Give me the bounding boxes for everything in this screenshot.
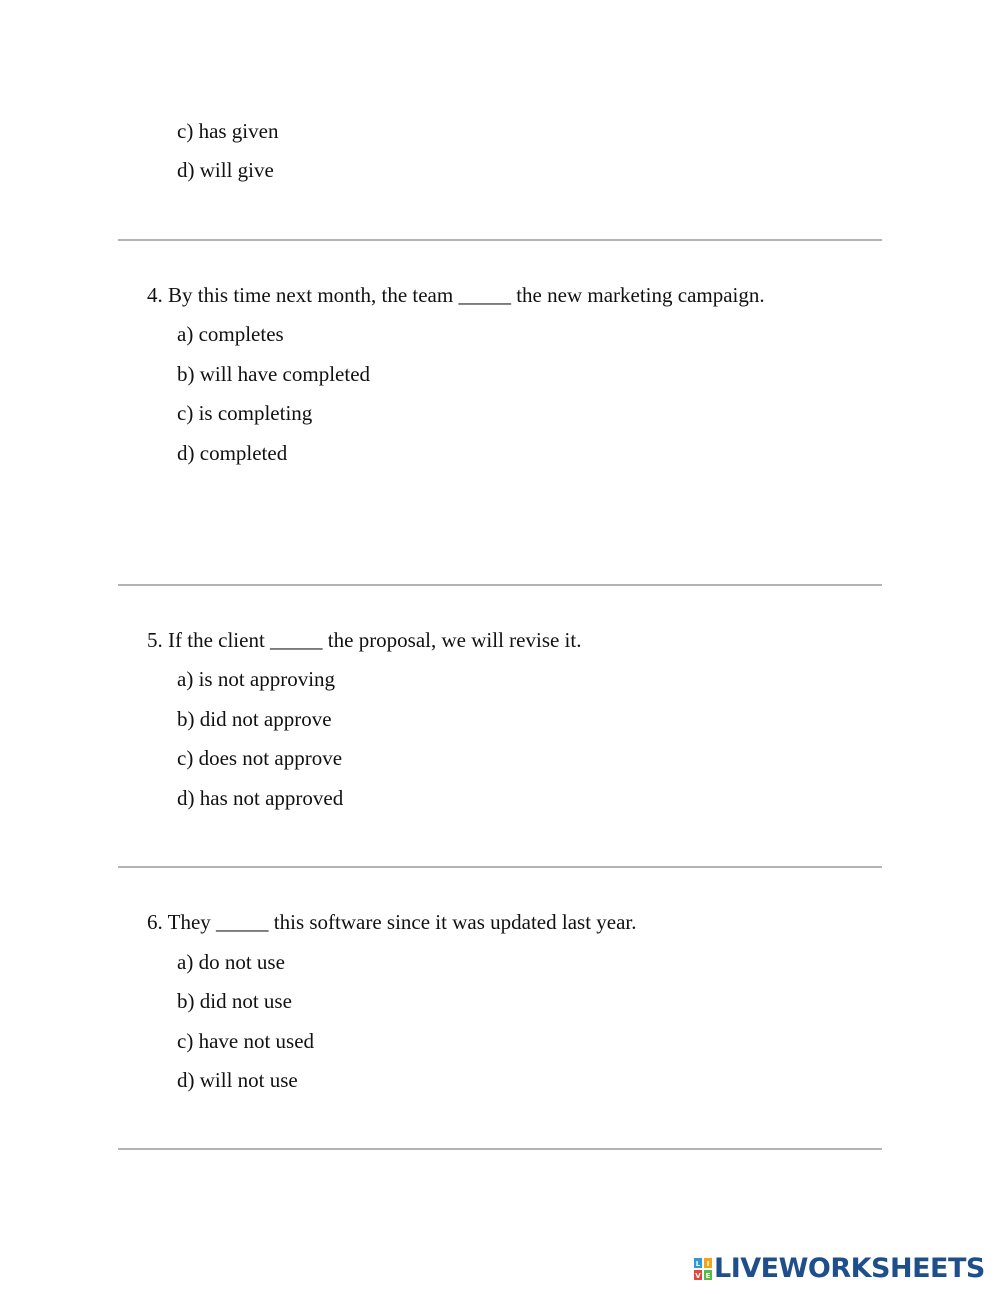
q6-option-d[interactable]: d) will not use bbox=[177, 1068, 298, 1092]
divider bbox=[118, 239, 882, 241]
q4-option-c[interactable]: c) is completing bbox=[177, 401, 313, 425]
svg-text:V: V bbox=[695, 1272, 701, 1280]
q4-question: 4. By this time next month, the team _____ the new marketing campaign. bbox=[147, 283, 765, 307]
q3-option-d[interactable]: d) will give bbox=[177, 158, 274, 182]
q4-option-b[interactable]: b) will have completed bbox=[177, 362, 371, 386]
q6-option-a[interactable]: a) do not use bbox=[177, 950, 285, 974]
svg-text:I: I bbox=[706, 1260, 710, 1268]
q4-option-d[interactable]: d) completed bbox=[177, 441, 288, 465]
divider bbox=[118, 1148, 882, 1150]
logo-text: LIVEWORKSHEETS bbox=[714, 1253, 985, 1284]
q5-option-d[interactable]: d) has not approved bbox=[177, 786, 344, 810]
svg-text:L: L bbox=[695, 1260, 701, 1268]
q5-option-a[interactable]: a) is not approving bbox=[177, 667, 336, 691]
q6-option-b[interactable]: b) did not use bbox=[177, 989, 292, 1013]
logo-mark-icon bbox=[694, 1258, 712, 1280]
q5-question: 5. If the client _____ the proposal, we will revise it. bbox=[147, 628, 582, 652]
q6-option-c[interactable]: c) have not used bbox=[177, 1029, 315, 1053]
divider bbox=[118, 584, 882, 586]
q5-option-b[interactable]: b) did not approve bbox=[177, 707, 332, 731]
q6-question: 6. They _____ this software since it was updated last year. bbox=[147, 910, 637, 934]
divider bbox=[118, 866, 882, 868]
q4-option-a[interactable]: a) completes bbox=[177, 322, 284, 346]
q5-option-c[interactable]: c) does not approve bbox=[177, 746, 343, 770]
svg-text:E: E bbox=[705, 1272, 711, 1280]
q3-option-c[interactable]: c) has given bbox=[177, 119, 279, 143]
liveworksheets-logo bbox=[694, 1254, 985, 1284]
